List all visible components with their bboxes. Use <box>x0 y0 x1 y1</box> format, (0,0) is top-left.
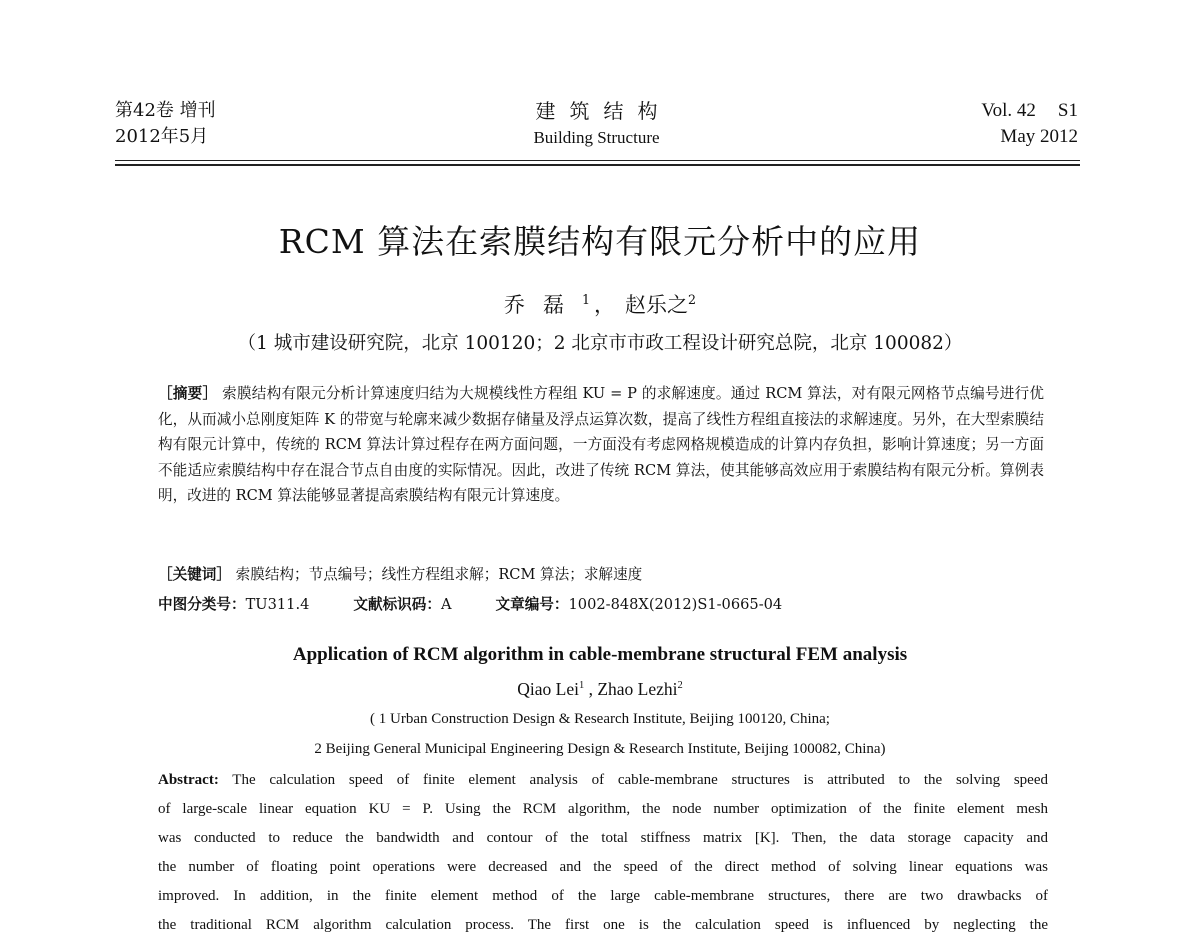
cn-abstract-label: ［摘要］ <box>158 385 218 402</box>
date-cn: 2012年5月 <box>115 126 209 147</box>
en-abstract-line: improved. In addition, in the finite element method of the large cable-membrane structures, there are two drawbacks of <box>158 888 1048 904</box>
clc-label: 中图分类号： <box>158 596 246 613</box>
running-header <box>115 98 1078 158</box>
journal-name-en: Building Structure <box>533 128 660 147</box>
author-1: 乔磊 <box>503 293 582 317</box>
en-affiliation-1: ( 1 Urban Construction Design & Research Institute, Beijing 100120, China; <box>370 711 830 727</box>
author-separator: ， <box>594 293 615 317</box>
volume-en: Vol. 42 S1 <box>981 100 1078 121</box>
en-abstract-line: Abstract: The calculation speed of finite element analysis of cable-membrane structures is attributed to the solving speed <box>158 772 1048 788</box>
author-2-affil-mark: 2 <box>688 292 697 307</box>
cn-abstract <box>158 381 1044 509</box>
clc-value: TU311.4 <box>245 596 310 613</box>
journal-volume-info <box>981 98 1078 150</box>
en-title: Application of RCM algorithm in cable-membrane structural FEM analysis <box>292 644 908 665</box>
article-no-value: 1002-848X(2012)S1-0665-04 <box>568 596 783 613</box>
paper-title: RCM 算法在索膜结构有限元分析中的应用 <box>278 222 922 261</box>
date-en: May 2012 <box>1000 126 1078 147</box>
doc-code-label: 文献标识码： <box>353 596 441 613</box>
author-2: 赵乐之 <box>625 293 688 317</box>
author-line <box>0 290 1200 320</box>
en-abstract-line: of large-scale linear equation KU = P. Using the RCM algorithm, the node number optimization of the finite element mesh <box>158 801 1048 817</box>
affiliation-line: （1 城市建设研究院，北京 100120；2 北京市市政工程设计研究总院，北京 100082） <box>237 333 963 354</box>
cn-keywords <box>158 562 1044 588</box>
article-no-label: 文章编号： <box>495 596 569 613</box>
journal-name <box>115 98 1078 152</box>
en-abstract-line: was conducted to reduce the bandwidth and contour of the total stiffness matrix [K]. Then, the data storage capacity and <box>158 830 1048 846</box>
cn-abstract-text: 索膜结构有限元分析计算速度归结为大规模线性方程组 KU = P 的求解速度。通过 RCM 算法，对有限元网格节点编号进行优化，从而减小总刚度矩阵 K 的带宽与轮廓来减少数据存储量及浮点运算次数，提高了线性方程组直接法的求解速度。另外，在大型索膜结构有限元计算中，传统的 RCM 算法计算过程存在两方面问题，一方面没有考虑网格规模造成的计算内存负担，影响计算速度；另一方面不能适应索膜结构中存在混合节点自由度的实际情况。因此，改进了传统 RCM 算法，使其能够高效应用于索膜结构有限元分析。算例表明，改进的 RCM 算法能够显著提高索膜结构有限元计算速度。 <box>158 385 1044 504</box>
volume-issue-cn: 第42卷 增刊 <box>115 100 216 121</box>
doc-code-value: A <box>440 596 452 613</box>
issue-en: S1 <box>1057 100 1078 121</box>
en-author-line <box>0 675 1200 703</box>
cn-keywords-text: 索膜结构；节点编号；线性方程组求解；RCM 算法；求解速度 <box>235 566 643 583</box>
en-author-separator: , <box>584 679 598 699</box>
en-abstract-line: the traditional RCM algorithm calculation process. The first one is the calculation speed is influenced by neglecting the <box>158 917 1048 933</box>
journal-name-cn: 建筑结构 <box>535 99 672 123</box>
cn-keywords-label: ［关键词］ <box>158 566 231 583</box>
en-author-1-affil-mark: 1 <box>578 680 585 692</box>
author-1-affil-mark: 1 <box>581 292 590 307</box>
en-author-1: Qiao Lei <box>517 679 579 699</box>
en-author-2-affil-mark: 2 <box>677 680 683 692</box>
en-abstract-line: the number of floating point operations were decreased and the speed of the direct method of solving linear equations was <box>158 859 1048 875</box>
en-author-2: Zhao Lezhi <box>597 679 678 699</box>
header-rule-thick <box>115 164 1080 166</box>
cn-classification <box>158 592 1044 618</box>
header-rule-thin <box>115 160 1080 161</box>
en-abstract-label: Abstract: <box>158 772 219 788</box>
en-affiliation-2: 2 Beijing General Municipal Engineering Design & Research Institute, Beijing 100082, China) <box>314 741 886 757</box>
en-abstract <box>158 766 1048 940</box>
